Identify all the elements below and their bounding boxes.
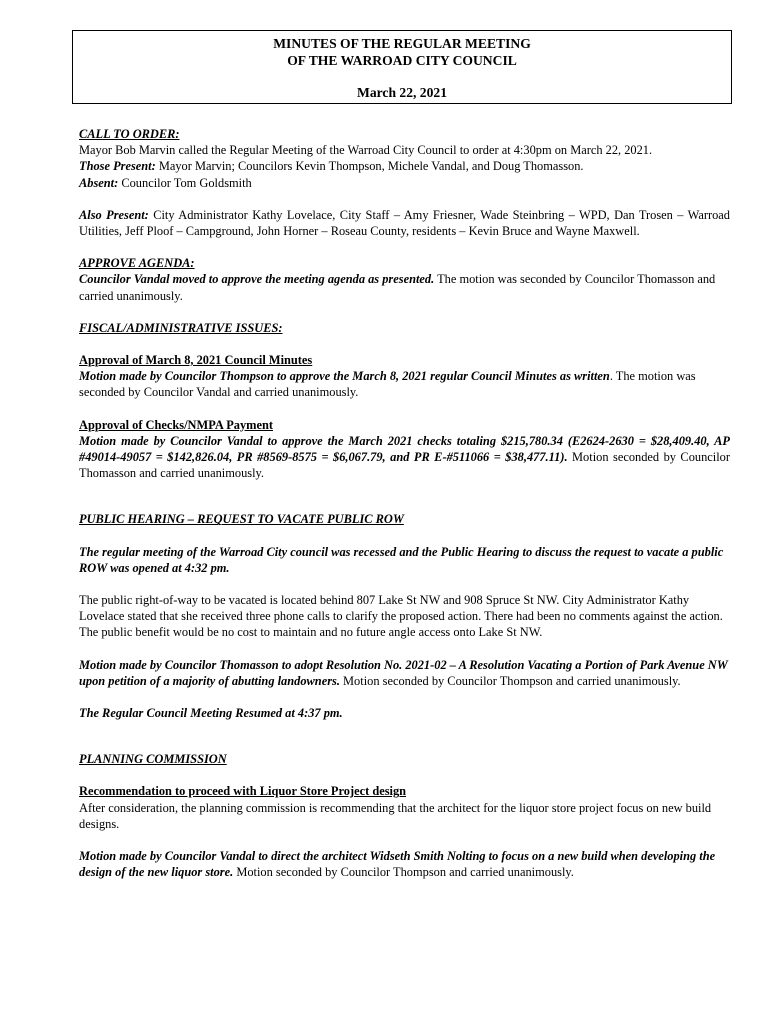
document-header — [72, 30, 732, 104]
resolution-motion: Motion made by Councilor Thomasson to adopt Resolution No. 2021-02 – A Resolution Vacating a Portion of Park Avenue NW upon petition of a majority of abutting landowners. — [79, 657, 728, 688]
public-hearing-para1: The public right-of-way to be vacated is located behind 807 Lake St NW and 908 Spruce St NW. City Administrator Kathy Lovelace stated that she received three phone calls to clarify the proposed action. There had been no comments against the action. — [79, 593, 723, 624]
public-hearing-motion — [79, 657, 730, 689]
present-text: Mayor Marvin; Councilors Kevin Thompson, Michele Vandal, and Doug Thomasson. — [155, 159, 584, 174]
minutes-approval-heading: Approval of March 8, 2021 Council Minutes — [79, 353, 313, 368]
meeting-date: March 22, 2021 — [357, 85, 447, 100]
checks-heading: Approval of Checks/NMPA Payment — [79, 417, 273, 432]
those-present — [79, 158, 730, 174]
minutes-approval-text — [79, 368, 730, 400]
also-text: City Administrator Kathy Lovelace, City Staff – Amy Friesner, Wade Steinbring – WPD, Dan Trosen – Warroad Utilities, Jeff Ploof – Campground, John Horner – Roseau County, residents – Kevin Bruce and Wayne Maxwell. — [79, 207, 730, 239]
approve-agenda-text — [79, 271, 730, 303]
public-hearing-para2: The public benefit would be no cost to maintain and no future angle access onto Lake St NW. — [79, 625, 543, 640]
also-present — [79, 207, 730, 239]
present-label: Those Present: — [79, 159, 156, 174]
fiscal-heading: FISCAL/ADMINISTRATIVE ISSUES: — [79, 320, 283, 335]
checks-motion: Motion made by Councilor Vandal to approve the March 2021 checks totaling $215,780.34 (E2624-2630 = $28,409.40, AP #49014-49057 = $142,826.04, PR #8569-8575 = $6,067.79, and PR E-#511066 = $38,477.11). — [79, 433, 730, 465]
resolution-rest: Motion seconded by Councilor Thompson and carried unanimously. — [339, 673, 681, 688]
liquor-motion: Motion made by Councilor Vandal to direct the architect Widseth Smith Nolting to focus on a new build when developing the design of the new liquor store. — [79, 849, 716, 880]
call-to-order-text: Mayor Bob Marvin called the Regular Meeting of the Warroad City Council to order at 4:30pm on March 22, 2021. — [79, 143, 653, 158]
checks-rest: Motion seconded by Councilor Thomasson and carried unanimously. — [79, 450, 730, 481]
checks-text — [79, 433, 730, 482]
meeting-resumed: The Regular Council Meeting Resumed at 4:37 pm. — [79, 706, 343, 721]
absent-text: Councilor Tom Goldsmith — [118, 175, 252, 190]
absent-label: Absent: — [79, 175, 119, 190]
approve-agenda-heading: APPROVE AGENDA: — [79, 256, 195, 271]
agenda-motion: Councilor Vandal moved to approve the meeting agenda as presented. — [79, 272, 435, 287]
liquor-store-heading: Recommendation to proceed with Liquor Store Project design — [79, 784, 407, 799]
planning-heading: PLANNING COMMISSION — [79, 752, 227, 767]
absent — [79, 175, 730, 191]
title-line-1: MINUTES OF THE REGULAR MEETING — [273, 36, 531, 51]
public-hearing-recess: The regular meeting of the Warroad City council was recessed and the Public Hearing to discuss the request to vacate a public ROW was opened at 4:32 pm. — [79, 544, 724, 575]
liquor-store-motion — [79, 848, 730, 880]
minutes-rest: . The motion was seconded by Councilor Vandal and carried unanimously. — [79, 369, 696, 400]
minutes-body — [79, 126, 730, 881]
minutes-motion: Motion made by Councilor Thompson to approve the March 8, 2021 regular Council Minutes as written — [79, 369, 610, 384]
title-line-2: OF THE WARROAD CITY COUNCIL — [287, 53, 517, 68]
agenda-rest: The motion was seconded by Councilor Thomasson and carried unanimously. — [79, 272, 716, 303]
liquor-store-text: After consideration, the planning commission is recommending that the architect for the liquor store project focus on new build designs. — [79, 800, 712, 831]
call-to-order-heading: CALL TO ORDER: — [79, 127, 180, 141]
liquor-rest: Motion seconded by Councilor Thompson and carried unanimously. — [233, 865, 574, 880]
public-hearing-heading: PUBLIC HEARING – REQUEST TO VACATE PUBLIC ROW — [79, 512, 404, 527]
also-label: Also Present: — [79, 207, 149, 222]
